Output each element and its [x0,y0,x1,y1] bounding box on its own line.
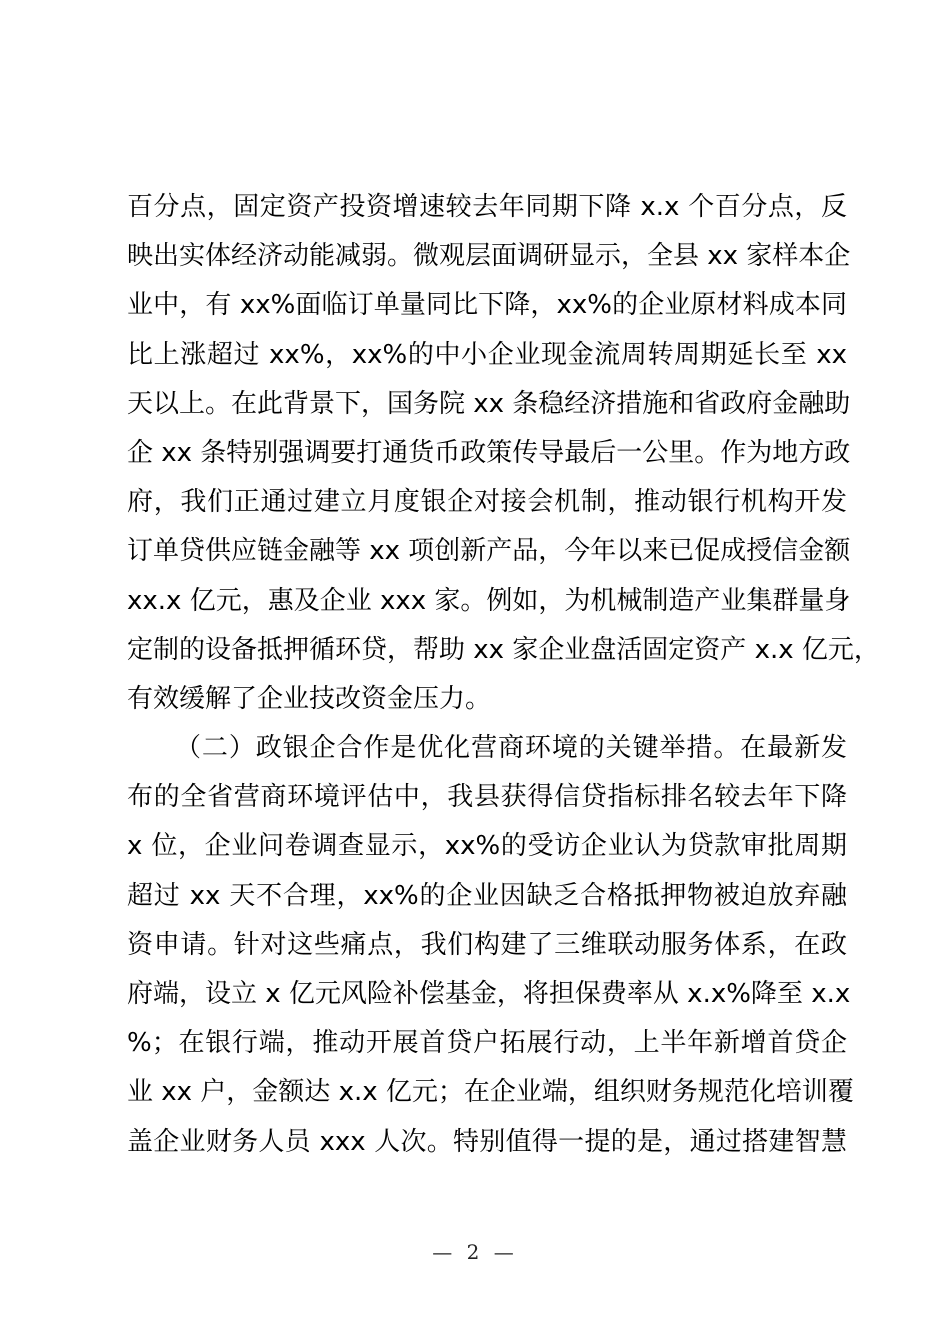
text-line: 超过 xx 天不合理，xx%的企业因缺乏合格抵押物被迫放弃融 [127,880,847,911]
text-line: 业 xx 户，金额达 x.x 亿元；在企业端，组织财务规范化培训覆 [127,1077,854,1108]
text-line: 订单贷供应链金融等 xx 项创新产品，今年以来已促成授信金额 [127,536,851,567]
text-line: 天以上。在此背景下，国务院 xx 条稳经济措施和省政府金融助 [127,388,851,419]
page-number: — 2 — [432,1240,518,1264]
text-line: 业中，有 xx%面临订单量同比下降，xx%的企业原材料成本同 [127,290,847,321]
text-line: xx.x 亿元，惠及企业 xxx 家。例如，为机械制造产业集群量身 [127,585,851,616]
text-line: 府，我们正通过建立月度银企对接会机制，推动银行机构开发 [127,487,847,518]
text-line: 比上涨超过 xx%，xx%的中小企业现金流周转周期延长至 xx [127,339,847,370]
text-line: 百分点，固定资产投资增速较去年同期下降 x.x 个百分点，反 [127,192,847,222]
text-line: 企 xx 条特别强调要打通货币政策传导最后一公里。作为地方政 [127,437,851,468]
text-line: 府端，设立 x 亿元风险补偿基金，将担保费率从 x.x%降至 x.x [127,979,851,1009]
text-line: %；在银行端，推动开展首贷户拓展行动，上半年新增首贷企 [127,1028,847,1059]
text-line: x 位，企业问卷调查显示，xx%的受访企业认为贷款审批周期 [127,831,847,862]
text-line: 布的全省营商环境评估中，我县获得信贷指标排名较去年下降 [127,782,847,813]
text-line: 资申请。针对这些痛点，我们构建了三维联动服务体系，在政 [127,929,847,960]
text-line: 映出实体经济动能减弱。微观层面调研显示，全县 xx 家样本企 [127,241,851,272]
text-line: 有效缓解了企业技改资金压力。 [127,683,492,714]
body-text [127,183,880,1167]
section-heading-line: （二）政银企合作是优化营商环境的关键举措。在最新发 [175,733,847,764]
text-line: 盖企业财务人员 xxx 人次。特别值得一提的是，通过搭建智慧 [127,1126,847,1157]
text-line: 定制的设备抵押循环贷，帮助 xx 家企业盘活固定资产 x.x 亿元， [127,634,880,665]
